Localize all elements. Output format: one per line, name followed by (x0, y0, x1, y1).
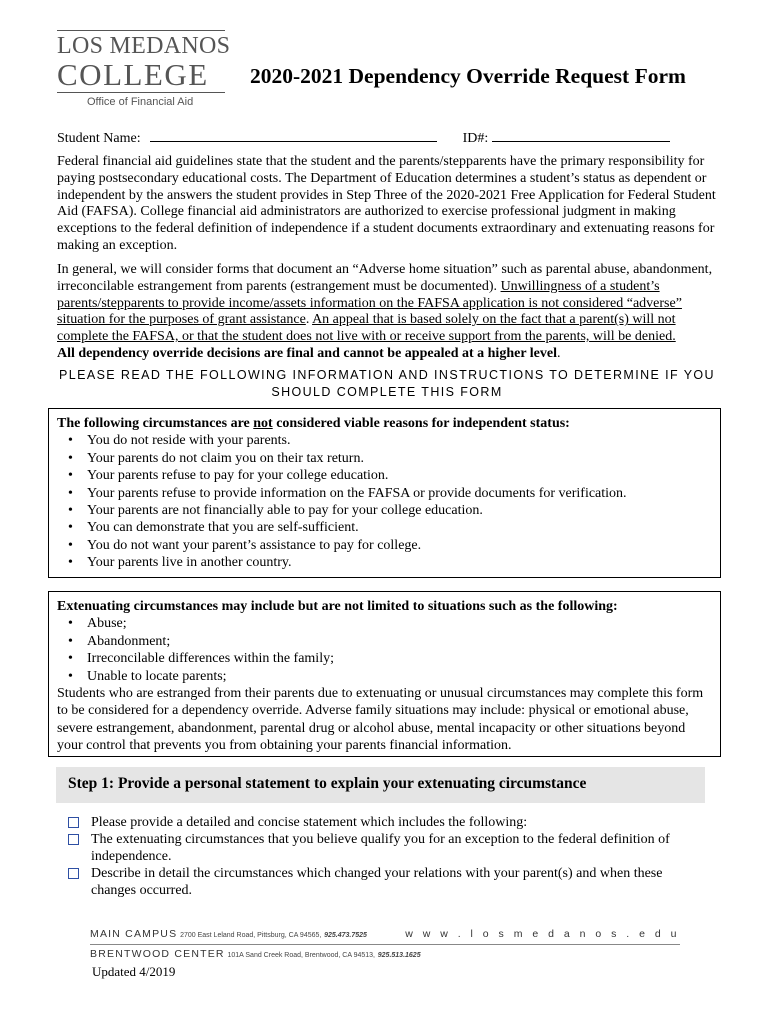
general-end: . (557, 345, 561, 361)
checkbox[interactable] (68, 834, 79, 845)
general-paragraph (57, 262, 717, 363)
footer-main-campus (90, 928, 680, 944)
extenuating-box (48, 591, 721, 757)
checklist-item (66, 865, 706, 899)
logo-line-2: COLLEGE (57, 57, 209, 92)
intro-paragraph: Federal financial aid guidelines state that the student and the parents/stepparents have the primary responsibility for paying postsecondary educational costs. The Department of Education determines a student’s status as dependent or independent by the answers the student provides in Step Three of the 2020-2021 Free Application for Federal Student Aid (FAFSA). College financial aid administrators are authorized to exercise professional judgment in making exceptions to the federal definition of independence if a student documents extraordinary and extenuating reasons for making an exception. (57, 154, 716, 253)
general-text-1: In general, we will consider forms that document an “Adverse home situation” such as parental abuse, abandonment, irreconcilable estrangement from parents (estrangement must be documented). (57, 262, 713, 294)
list-item: • Abuse; (57, 615, 712, 632)
student-info-row (57, 130, 670, 147)
logo-rule (57, 92, 225, 93)
step1-heading: Step 1: Provide a personal statement to explain your extenuating circumstance (56, 767, 705, 803)
extenuating-text: Students who are estranged from their parents due to extenuating or unusual circumstances may complete this form to be considered for a dependency override. Adverse family situations may include: physical or emotional abuse, severe estrangement, abandonment, parental drug or alcohol abuse, mental incapacity or other situations beyond your control that prevents you from obtaining your parents financial information. (57, 686, 704, 754)
brentwood-phone: 925.513.1625 (377, 952, 421, 959)
logo-line-3: Office of Financial Aid (87, 96, 194, 108)
footer (90, 928, 680, 964)
list-item: • Abandonment; (57, 633, 712, 650)
not-viable-heading-post: considered viable reasons for independent status: (272, 416, 570, 431)
checklist-item (66, 814, 706, 831)
not-viable-heading-not: not (253, 416, 273, 431)
brentwood-address: 101A Sand Creek Road, Brentwood, CA 94513, (227, 952, 375, 959)
main-campus-phone: 925.473.7525 (324, 932, 367, 939)
general-bold-statement: All dependency override decisions are final and cannot be appealed at a higher level (57, 345, 557, 361)
step1-checklist (66, 814, 706, 899)
not-viable-heading (57, 415, 712, 432)
checkbox[interactable] (68, 868, 79, 879)
list-item: • Your parents live in another country. (57, 554, 712, 571)
footer-brentwood (90, 948, 680, 964)
not-viable-list (57, 432, 712, 571)
instructions-heading: PLEASE READ THE FOLLOWING INFORMATION AND INSTRUCTIONS TO DETERMINE IF YOU SHOULD COMPLETE THIS FORM (59, 368, 715, 399)
form-title: 2020-2021 Dependency Override Request Form (250, 64, 686, 88)
main-campus-label: MAIN CAMPUS (90, 928, 178, 940)
college-logo (57, 30, 232, 109)
list-item: • You do not want your parent’s assistance to pay for college. (57, 537, 712, 554)
general-underlined-1: Unwillingness of a student’s parents/stepparents to provide income/assets information on the FAFSA application is not considered “adverse” situation for the purposes of grant assistance (57, 278, 682, 328)
general-underlined-2: An appeal that is based solely on the fact that a parent(s) will not complete the FAFSA, or that the student does not live with or receive support from the parents, will be denied. (57, 312, 676, 345)
checklist-text: Please provide a detailed and concise statement which includes the following: (91, 815, 528, 830)
student-name-label: Student Name: (57, 131, 141, 146)
footer-divider (90, 944, 680, 945)
list-item: • You can demonstrate that you are self-sufficient. (57, 519, 712, 536)
list-item: • Irreconcilable differences within the family; (57, 650, 712, 667)
list-item: • Your parents are not financially able to pay for your college education. (57, 502, 712, 519)
general-text-2: . (305, 312, 313, 328)
id-field[interactable] (492, 130, 670, 142)
website-link[interactable]: w w w . l o s m e d a n o s . e d u (405, 928, 680, 940)
not-viable-box (48, 408, 721, 578)
not-viable-heading-pre: The following circumstances are (57, 416, 254, 431)
checklist-text: Describe in detail the circumstances which changed your relations with your parent(s) and when these changes occurred. (91, 866, 663, 898)
student-name-field[interactable] (150, 130, 437, 142)
list-item: • Unable to locate parents; (57, 668, 712, 685)
updated-date: Updated 4/2019 (92, 964, 176, 979)
logo-line-1: LOS MEDANOS (57, 33, 231, 59)
list-item: • Your parents refuse to provide information on the FAFSA or provide documents for verification. (57, 485, 712, 502)
main-campus-address: 2700 East Leland Road, Pittsburg, CA 94565, (180, 932, 322, 939)
brentwood-label: BRENTWOOD CENTER (90, 948, 225, 960)
logo-rule (57, 30, 225, 31)
id-label: ID#: (462, 131, 489, 146)
list-item: • You do not reside with your parents. (57, 432, 712, 449)
checkbox[interactable] (68, 817, 79, 828)
checklist-text: The extenuating circumstances that you believe qualify you for an exception to the federal definition of independence. (91, 832, 670, 864)
list-item: • Your parents do not claim you on their tax return. (57, 450, 712, 467)
extenuating-list (57, 615, 712, 685)
checklist-item (66, 831, 706, 865)
list-item: • Your parents refuse to pay for your college education. (57, 467, 712, 484)
extenuating-heading: Extenuating circumstances may include but are not limited to situations such as the following: (57, 599, 618, 614)
